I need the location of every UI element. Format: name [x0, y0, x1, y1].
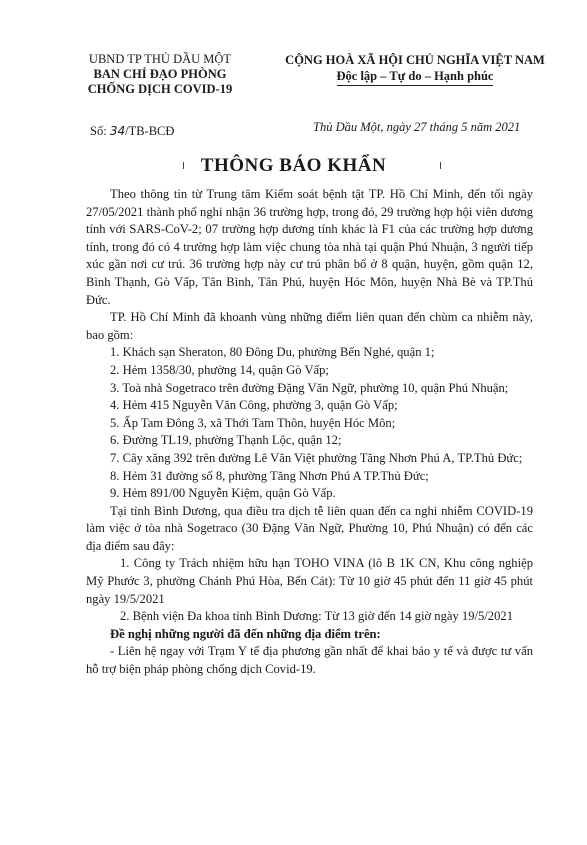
issuing-authority: [60, 52, 260, 97]
list-item: 3. Toà nhà Sogetraco trên đường Đặng Văn Ngữ, phường 10, quận Phú Nhuận;: [110, 380, 509, 395]
paragraph-hcm-situation: Theo thông tin từ Trung tâm Kiểm soát bệnh tật TP. Hồ Chí Minh, đến tối ngày 27/05/2021 thành phố nghi nhận 36 trường hợp, trong đó, 29 trường hợp hội viên dương tính với SARS-CoV-2; 07 trường hợp dương tính khác là F1 của các trường hợp dương tính, trong đó có 4 trường hợp làm việc chung tòa nhà tại quận Phú Nhuận, 3 người tiếp xúc gần nơi cư trú. 36 trường hợp này cư trú phân bổ ở 8 quận, huyện, gồm quận 12, Bình Thạnh, Gò Vấp, Tân Bình, Tân Phú, huyện Hóc Môn, huyện Nhà Bè và TP.Thủ Đức.: [86, 187, 533, 307]
list-item: 7. Cây xăng 392 trên đường Lê Văn Việt phường Tăng Nhơn Phú A, TP.Thủ Đức;: [110, 450, 523, 465]
org-line-3: CHỐNG DỊCH COVID-19: [87, 82, 233, 96]
margin-mark: [183, 162, 184, 169]
document-body: [86, 186, 533, 679]
list-item: 8. Hẻm 31 đường số 8, phường Tăng Nhơn Phú A TP.Thủ Đức;: [110, 468, 429, 483]
paragraph-binh-duong: Tại tỉnh Bình Dương, qua điều tra dịch tễ liên quan đến ca nghi nhiễm COVID-19 làm việc ở tòa nhà Sogetraco (30 Đặng Văn Ngữ, Phường 10, Phú Nhuận) có đến các địa điểm sau đây:: [86, 503, 533, 553]
binh-duong-locations-list: [86, 555, 533, 625]
org-line-2: BAN CHỈ ĐẠO PHÒNG: [93, 67, 227, 81]
document-number: [90, 124, 174, 139]
nation-name: CỘNG HOÀ XÃ HỘI CHỦ NGHĨA VIỆT NAM: [285, 53, 545, 67]
list-item: 1. Khách sạn Sheraton, 80 Đông Du, phường Bến Nghé, quận 1;: [110, 345, 435, 360]
list-item: 2. Hẻm 1358/30, phường 14, quận Gò Vấp;: [110, 362, 329, 377]
doc-number-value: 34: [109, 124, 126, 138]
list-item: 6. Đường TL19, phường Thạnh Lộc, quận 12;: [110, 433, 342, 448]
hcm-locations-list: [86, 344, 533, 502]
request-line: - Liên hệ ngay với Trạm Y tế địa phương gần nhất để khai báo y tế và được tư vấn hỗ trợ biện pháp phòng chống dịch Covid-19.: [86, 644, 533, 677]
org-line-1: UBND TP THỦ DẦU MỘT: [88, 52, 232, 66]
place-and-date: Thủ Dầu Một, ngày 27 tháng 5 năm 2021: [313, 120, 521, 134]
list-item: 2. Bệnh viện Đa khoa tỉnh Bình Dương: Từ 13 giờ đến 14 giờ ngày 19/5/2021: [120, 609, 513, 624]
national-motto: Độc lập – Tự do – Hạnh phúc: [337, 68, 494, 86]
list-item: 9. Hẻm 891/00 Nguyễn Kiệm, quận Gò Vấp.: [110, 486, 336, 501]
list-item: 4. Hẻm 415 Nguyễn Văn Công, phường 3, quận Gò Vấp;: [110, 398, 398, 413]
list-item: 5. Ấp Tam Đông 3, xã Thới Tam Thôn, huyện Hóc Môn;: [110, 415, 396, 430]
national-heading: [255, 52, 575, 86]
paragraph-hcm-lockdown: TP. Hồ Chí Minh đã khoanh vùng những điểm liên quan đến chùm ca nhiễm này, bao gồm:: [86, 310, 533, 342]
margin-mark: [440, 162, 441, 169]
request-heading: Đề nghị những người đã đến những địa điểm trên:: [110, 626, 381, 641]
document-title: THÔNG BÁO KHẨN: [200, 155, 387, 176]
doc-number-label: Số:: [90, 124, 107, 138]
list-item: 1. Công ty Trách nhiệm hữu hạn TOHO VINA (lô B 1K CN, Khu công nghiệp Mỹ Phước 3, phường Chánh Phú Hòa, Bến Cát): Từ 10 giờ 45 phút đến 11 giờ 45 phút ngày 19/5/2021: [86, 556, 533, 606]
doc-number-suffix: /TB-BCĐ: [125, 124, 175, 138]
